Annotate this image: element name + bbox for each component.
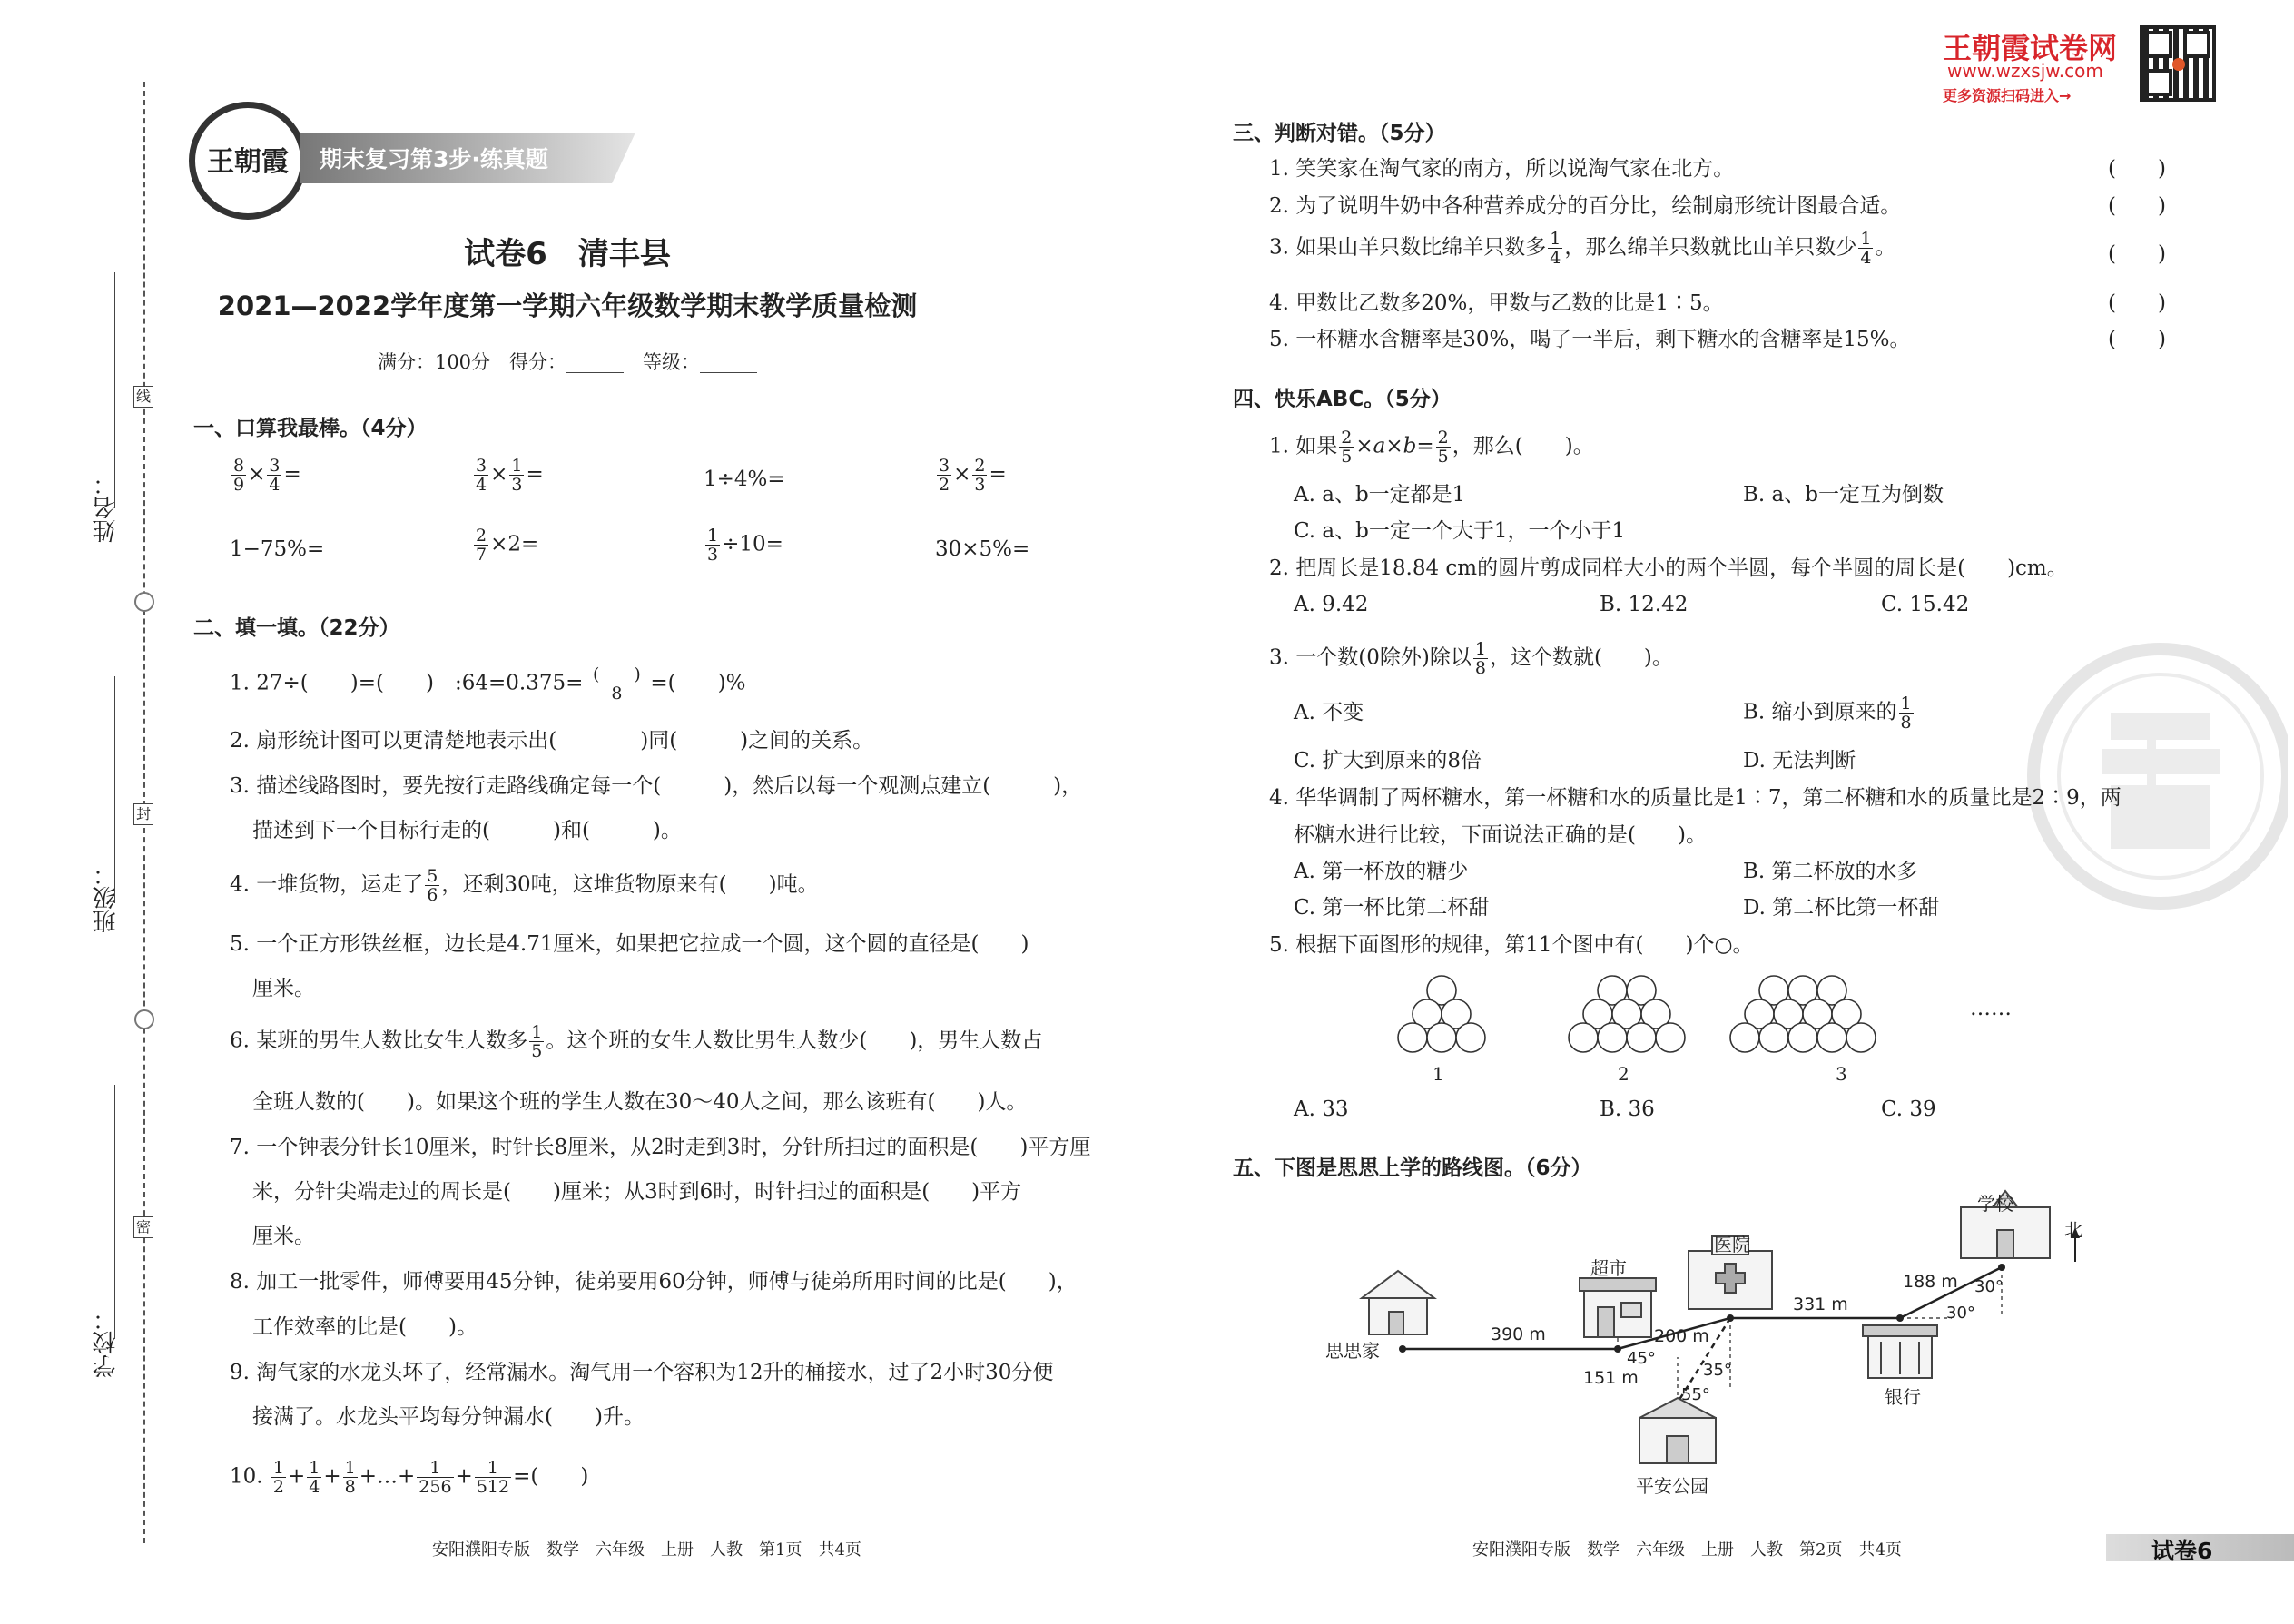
answer-paren[interactable]: ( ) xyxy=(2108,194,2166,218)
abc-q2-option-a[interactable]: A. 9.42 xyxy=(1294,593,1369,616)
fill-q7-line3: 厘米。 xyxy=(252,1225,315,1248)
fill-q6-line2: 全班人数的( )。如果这个班的学生人数在30～40人之间，那么该班有( )人。 xyxy=(252,1090,1028,1114)
oral-item-4: $\frac{3}{2}$ × $\frac{2}{3}$ = xyxy=(939,456,1007,495)
section-3-title: 三、判断对错。（5分） xyxy=(1233,122,1446,145)
brand-url: www.wzxsjw.com xyxy=(1947,60,2103,82)
qr-code[interactable] xyxy=(2140,25,2216,102)
map-angle-30-lower: 30° xyxy=(1946,1304,1975,1323)
fill-q10: 10. $\frac{1}{2}$ + $\frac{1}{4}$ + $\frac{1}{8}$ +…+ $\frac{1}{256}$ + $\frac{1}{512}$ =( ) xyxy=(230,1458,589,1497)
pattern-ellipsis: …… xyxy=(1970,997,2012,1020)
brand-tip: 更多资源扫码进入→ xyxy=(1943,87,2072,104)
abc-q2-option-c[interactable]: C. 15.42 xyxy=(1881,593,1970,616)
pattern-2 xyxy=(1569,976,1685,1052)
name-label: 姓名： xyxy=(93,472,120,543)
judge-q1: 1. 笑笑家在淘气家的南方，所以说淘气家在北方。 xyxy=(1269,157,1735,181)
answer-paren[interactable]: ( ) xyxy=(2108,157,2166,181)
brand-site-name: 王朝霞试卷网 xyxy=(1943,31,2118,65)
oral-item-8: 30×5%= xyxy=(935,537,1030,561)
map-label-north: 北 xyxy=(2064,1219,2082,1241)
school-blank xyxy=(114,1085,115,1339)
map-label-home: 思思家 xyxy=(1325,1340,1380,1362)
section-4-title: 四、快乐ABC。（5分） xyxy=(1233,388,1452,411)
fill-q4: 4. 一堆货物，运走了 $\frac{5}{6}$ ，还剩30吨，这堆货物原来有( )吨。 xyxy=(230,866,819,905)
judge-q2: 2. 为了说明牛奶中各种营养成分的百分比，绘制扇形统计图最合适。 xyxy=(1269,194,1902,218)
abc-q5-option-c[interactable]: C. 39 xyxy=(1881,1097,1936,1121)
oral-item-1: $\frac{8}{9}$ × $\frac{3}{4}$ = xyxy=(233,456,301,495)
seal-char-feng: 封 xyxy=(133,803,153,825)
abc-q4-line2: 杯糖水进行比较，下面说法正确的是( )。 xyxy=(1294,823,1707,847)
fill-q3-line1: 3. 描述线路图时，要先按行走路线确定每一个( )，然后以每一个观测点建立( )， xyxy=(230,774,1083,798)
abc-q4-option-b[interactable]: B. 第二杯放的水多 xyxy=(1743,860,1918,883)
oral-item-5: 1−75%= xyxy=(230,537,325,561)
abc-q5: 5. 根据下面图形的规律，第11个图中有( )个○。 xyxy=(1269,933,1754,957)
abc-q3: 3. 一个数(0除外)除以 $\frac{1}{8}$ ，这个数就( )。 xyxy=(1269,639,1673,678)
exam-title: 试卷6 清丰县 xyxy=(464,236,671,272)
abc-q3-option-a[interactable]: A. 不变 xyxy=(1294,701,1364,724)
bank-icon xyxy=(1863,1325,1937,1378)
seal-char-mi: 密 xyxy=(133,1216,153,1238)
logo-badge xyxy=(189,102,307,220)
fill-q7-line2: 米，分针尖端走过的周长是( )厘米；从3时到6时，时针扫过的面积是( )平方 xyxy=(252,1180,1022,1204)
map-dist-151: 151 m xyxy=(1583,1368,1639,1388)
footer-left: 安阳濮阳专版 数学 六年级 上册 人教 第1页 共4页 xyxy=(432,1540,861,1560)
answer-paren[interactable]: ( ) xyxy=(2108,291,2166,315)
section-2-title: 二、填一填。（22分） xyxy=(193,616,400,640)
banner-text: 期末复习第3步·练真题 xyxy=(320,146,548,172)
pattern-label-2: 2 xyxy=(1618,1063,1629,1085)
abc-q3-option-b[interactable]: B. 缩小到原来的 $\frac{1}{8}$ xyxy=(1743,694,1912,733)
fill-q7-line1: 7. 一个钟表分针长10厘米，时针长8厘米，从2时走到3时，分针所扫过的面积是( )平方厘 xyxy=(230,1136,1091,1159)
judge-q4: 4. 甲数比乙数多20%，甲数与乙数的比是1∶5。 xyxy=(1269,291,1724,315)
map-dist-331: 331 m xyxy=(1793,1294,1848,1314)
score-line: 满分：100分 得分：______ 等级：______ xyxy=(377,351,758,373)
circle-pattern-figure xyxy=(1389,967,1952,1094)
abc-q1-option-b[interactable]: B. a、b一定互为倒数 xyxy=(1743,483,1944,507)
seal-char-xian: 线 xyxy=(133,386,153,408)
map-label-school: 学校 xyxy=(1977,1193,2013,1215)
abc-q3-option-c[interactable]: C. 扩大到原来的8倍 xyxy=(1294,749,1482,773)
abc-q4-option-a[interactable]: A. 第一杯放的糖少 xyxy=(1294,860,1469,883)
margin-ornament xyxy=(134,592,154,612)
fill-q8-line2: 工作效率的比是( )。 xyxy=(252,1315,478,1339)
map-angle-55: 55° xyxy=(1681,1385,1710,1404)
supermarket-icon xyxy=(1580,1278,1656,1337)
map-angle-45: 45° xyxy=(1627,1349,1656,1368)
map-label-market: 超市 xyxy=(1590,1257,1627,1279)
judge-q5: 5. 一杯糖水含糖率是30%，喝了一半后，剩下糖水的含糖率是15%。 xyxy=(1269,328,1911,351)
watermark-seal-icon xyxy=(2015,635,2288,917)
fill-q9-line1: 9. 淘气家的水龙头坏了，经常漏水。淘气用一个容积为12升的桶接水，过了2小时30分便 xyxy=(230,1361,1054,1384)
abc-q1-option-c[interactable]: C. a、b一定一个大于1，一个小于1 xyxy=(1294,519,1626,543)
abc-q2: 2. 把周长是18.84 cm的圆片剪成同样大小的两个半圆，每个半圆的周长是( )cm。 xyxy=(1269,556,2068,580)
footer-right: 安阳濮阳专版 数学 六年级 上册 人教 第2页 共4页 xyxy=(1472,1540,1902,1560)
abc-q1: 1. 如果 $\frac{2}{5}$ ×a×b= $\frac{2}{5}$ ，那么( )。 xyxy=(1269,428,1594,467)
class-label: 班级： xyxy=(93,862,120,933)
fill-q1: 1. 27÷( )=( ) :64=0.375= ( ) 8 =( )% xyxy=(230,664,746,704)
class-blank xyxy=(114,676,115,903)
house-icon xyxy=(1362,1271,1434,1334)
abc-q3-option-d[interactable]: D. 无法判断 xyxy=(1743,749,1856,773)
fill-q5-line1: 5. 一个正方形铁丝框，边长是4.71厘米，如果把它拉成一个圆，这个圆的直径是( ) xyxy=(230,932,1029,956)
logo-text: 王朝霞 xyxy=(207,146,289,178)
section-1-title: 一、口算我最棒。（4分） xyxy=(193,417,428,440)
map-dist-390: 390 m xyxy=(1491,1324,1546,1344)
pattern-3 xyxy=(1730,976,1876,1052)
abc-q5-option-b[interactable]: B. 36 xyxy=(1600,1097,1655,1121)
oral-item-6: $\frac{2}{7}$ ×2= xyxy=(476,526,539,565)
fill-q3-line2: 描述到下一个目标行走的( )和( )。 xyxy=(252,819,682,842)
pattern-1 xyxy=(1398,976,1485,1052)
map-label-park: 平安公园 xyxy=(1636,1475,1708,1497)
map-dist-200: 200 m xyxy=(1654,1326,1709,1346)
oral-item-2: $\frac{3}{4}$ × $\frac{1}{3}$ = xyxy=(476,456,544,495)
school-label: 学校： xyxy=(93,1307,120,1378)
abc-q5-option-a[interactable]: A. 33 xyxy=(1294,1097,1349,1121)
exam-subtitle: 2021—2022学年度第一学期六年级数学期末教学质量检测 xyxy=(217,290,918,321)
abc-q1-option-a[interactable]: A. a、b一定都是1 xyxy=(1294,483,1466,507)
fill-q9-line2: 接满了。水龙头平均每分钟漏水( )升。 xyxy=(252,1405,645,1429)
abc-q4-option-c[interactable]: C. 第一杯比第二杯甜 xyxy=(1294,896,1490,920)
fill-q8-line1: 8. 加工一批零件，师傅要用45分钟，徒弟要用60分钟，师傅与徒弟所用时间的比是( )， xyxy=(230,1270,1078,1294)
abc-q4-line1: 4. 华华调制了两杯糖水，第一杯糖和水的质量比是1∶7，第二杯糖和水的质量比是2∶9，两 xyxy=(1269,786,2122,810)
judge-q3: 3. 如果山羊只数比绵羊只数多 $\frac{1}{4}$ ，那么绵羊只数就比山羊只数少 $\frac{1}{4}$ 。 xyxy=(1269,229,1896,268)
answer-paren[interactable]: ( ) xyxy=(2108,328,2166,351)
map-dist-188: 188 m xyxy=(1903,1272,1958,1292)
oral-item-3: 1÷4%= xyxy=(704,468,785,491)
fill-q6-line1: 6. 某班的男生人数比女生人数多 $\frac{1}{5}$ 。这个班的女生人数比男生人数少( )，男生人数占 xyxy=(230,1022,1043,1061)
pattern-label-1: 1 xyxy=(1433,1063,1444,1085)
margin-ornament xyxy=(134,1009,154,1029)
map-label-bank: 银行 xyxy=(1885,1386,1921,1408)
map-angle-35: 35° xyxy=(1703,1361,1732,1380)
answer-paren[interactable]: ( ) xyxy=(2108,242,2166,266)
fill-q5-line2: 厘米。 xyxy=(252,977,315,1000)
pattern-label-3: 3 xyxy=(1836,1063,1847,1085)
fill-q2: 2. 扇形统计图可以更清楚地表示出( )同( )之间的关系。 xyxy=(230,729,874,753)
map-angle-30-upper: 30° xyxy=(1974,1277,2004,1296)
abc-q2-option-b[interactable]: B. 12.42 xyxy=(1600,593,1689,616)
map-label-hospital: 医院 xyxy=(1714,1234,1750,1255)
footer-tab-label: 试卷6 xyxy=(2151,1538,2213,1564)
oral-item-7: $\frac{1}{3}$ ÷10= xyxy=(707,526,783,565)
abc-q4-option-d[interactable]: D. 第二杯比第一杯甜 xyxy=(1743,896,1940,920)
section-5-title: 五、下图是思思上学的路线图。（6分） xyxy=(1233,1156,1592,1180)
